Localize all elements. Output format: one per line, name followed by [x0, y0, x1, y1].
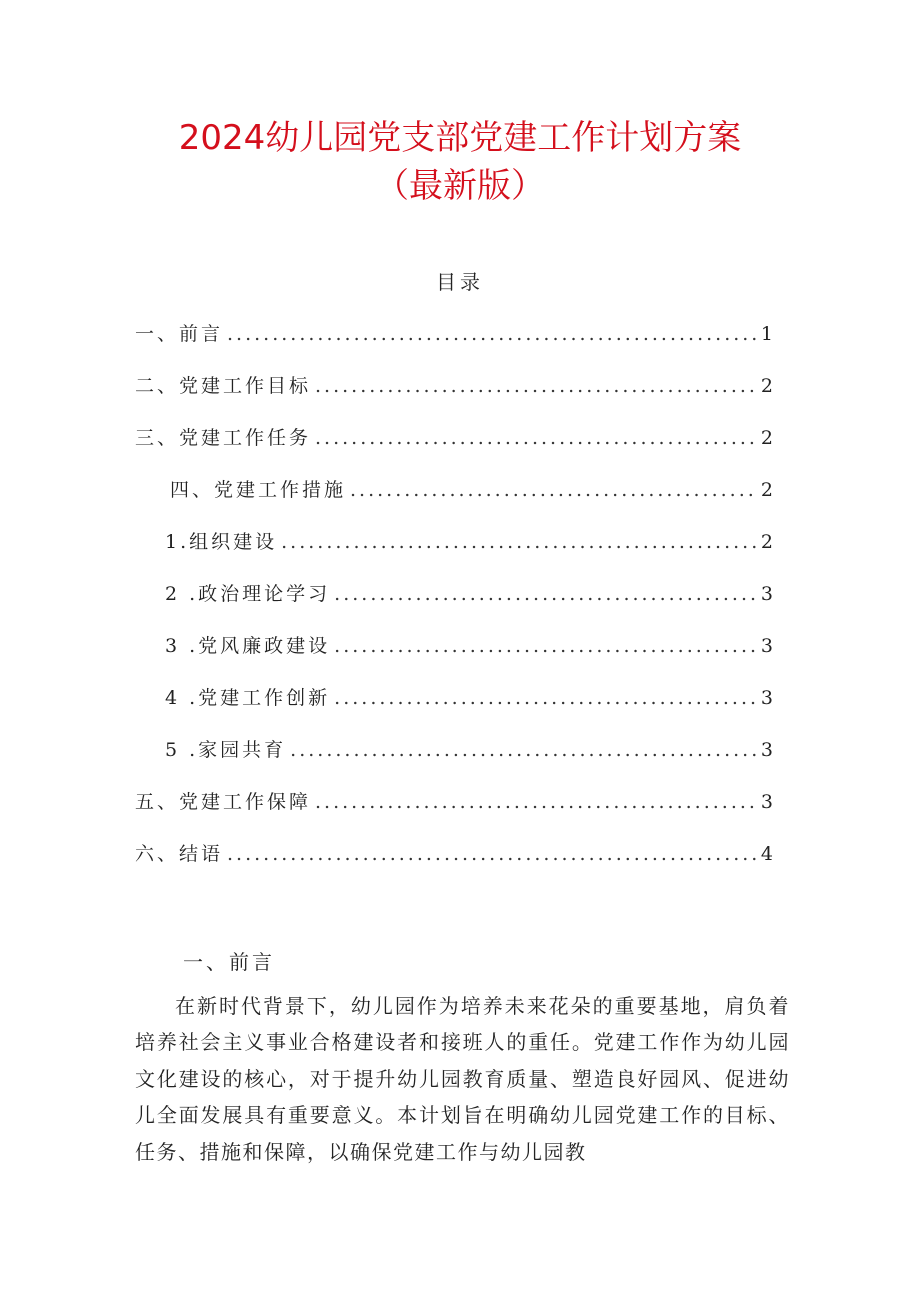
toc-entry[interactable]: [135, 787, 773, 817]
toc-leader-dots: [286, 739, 757, 761]
toc-leader-dots: [223, 843, 757, 865]
toc-entry-label: 1.组织建设: [165, 531, 278, 553]
toc-entry[interactable]: [135, 319, 773, 349]
toc-leader-dots: [223, 323, 757, 345]
toc-entry-label: 五、党建工作保障: [135, 791, 312, 813]
toc-heading: 目录: [436, 270, 484, 294]
toc-entry-page: 3: [760, 791, 773, 813]
toc-entry-page: 2: [760, 375, 773, 397]
toc-entry-page: 4: [760, 843, 773, 865]
toc-entry[interactable]: [135, 839, 773, 869]
toc-entry-page: 3: [760, 687, 773, 709]
toc-entry-page: 3: [760, 739, 773, 761]
toc-entry[interactable]: [165, 683, 773, 713]
toc-entry-label: 4 .党建工作创新: [165, 687, 331, 709]
toc-entry-label: 3 .党风廉政建设: [165, 635, 331, 657]
toc-entry[interactable]: [135, 423, 773, 453]
toc-entry-label: 六、结语: [135, 843, 224, 865]
document-title-line1: 2024幼儿园党支部党建工作计划方案: [178, 118, 742, 158]
toc-entry-page: 2: [760, 479, 773, 501]
section-heading: 一、前言: [183, 950, 275, 974]
toc-entry-label: 5 .家园共育: [165, 739, 287, 761]
toc-leader-dots: [330, 687, 757, 709]
toc-leader-dots: [330, 635, 757, 657]
toc-entry-page: 3: [760, 635, 773, 657]
toc-entry[interactable]: [135, 371, 773, 401]
toc-leader-dots: [346, 479, 757, 501]
toc-leader-dots: [311, 427, 757, 449]
document-title-line2: （最新版）: [375, 166, 545, 206]
toc-entry-label: 一、前言: [135, 323, 224, 345]
toc-entry[interactable]: [165, 735, 773, 765]
toc-entry-page: 1: [760, 323, 773, 345]
toc-entry-label: 2 .政治理论学习: [165, 583, 331, 605]
toc-entry[interactable]: [165, 579, 773, 609]
toc-entry-label: 三、党建工作任务: [135, 427, 312, 449]
toc-entry[interactable]: [165, 631, 773, 661]
toc-entry-page: 3: [760, 583, 773, 605]
toc-entry-label: 二、党建工作目标: [135, 375, 312, 397]
toc-leader-dots: [311, 791, 757, 813]
toc-entry[interactable]: [165, 527, 773, 557]
toc-entry-page: 2: [760, 427, 773, 449]
body-paragraph: 在新时代背景下，幼儿园作为培养未来花朵的重要基地，肩负着培养社会主义事业合格建设者和接班人的重任。党建工作作为幼儿园文化建设的核心，对于提升幼儿园教育质量、塑造良好园风、促进幼儿全面发展具有重要意义。本计划旨在明确幼儿园党建工作的目标、任务、措施和保障，以确保党建工作与幼儿园教: [135, 994, 790, 1164]
toc-entry-label: 四、党建工作措施: [170, 479, 347, 501]
toc-leader-dots: [330, 583, 757, 605]
toc-entry-page: 2: [760, 531, 773, 553]
toc-leader-dots: [277, 531, 757, 553]
toc-entry[interactable]: [170, 475, 773, 505]
toc-leader-dots: [311, 375, 757, 397]
